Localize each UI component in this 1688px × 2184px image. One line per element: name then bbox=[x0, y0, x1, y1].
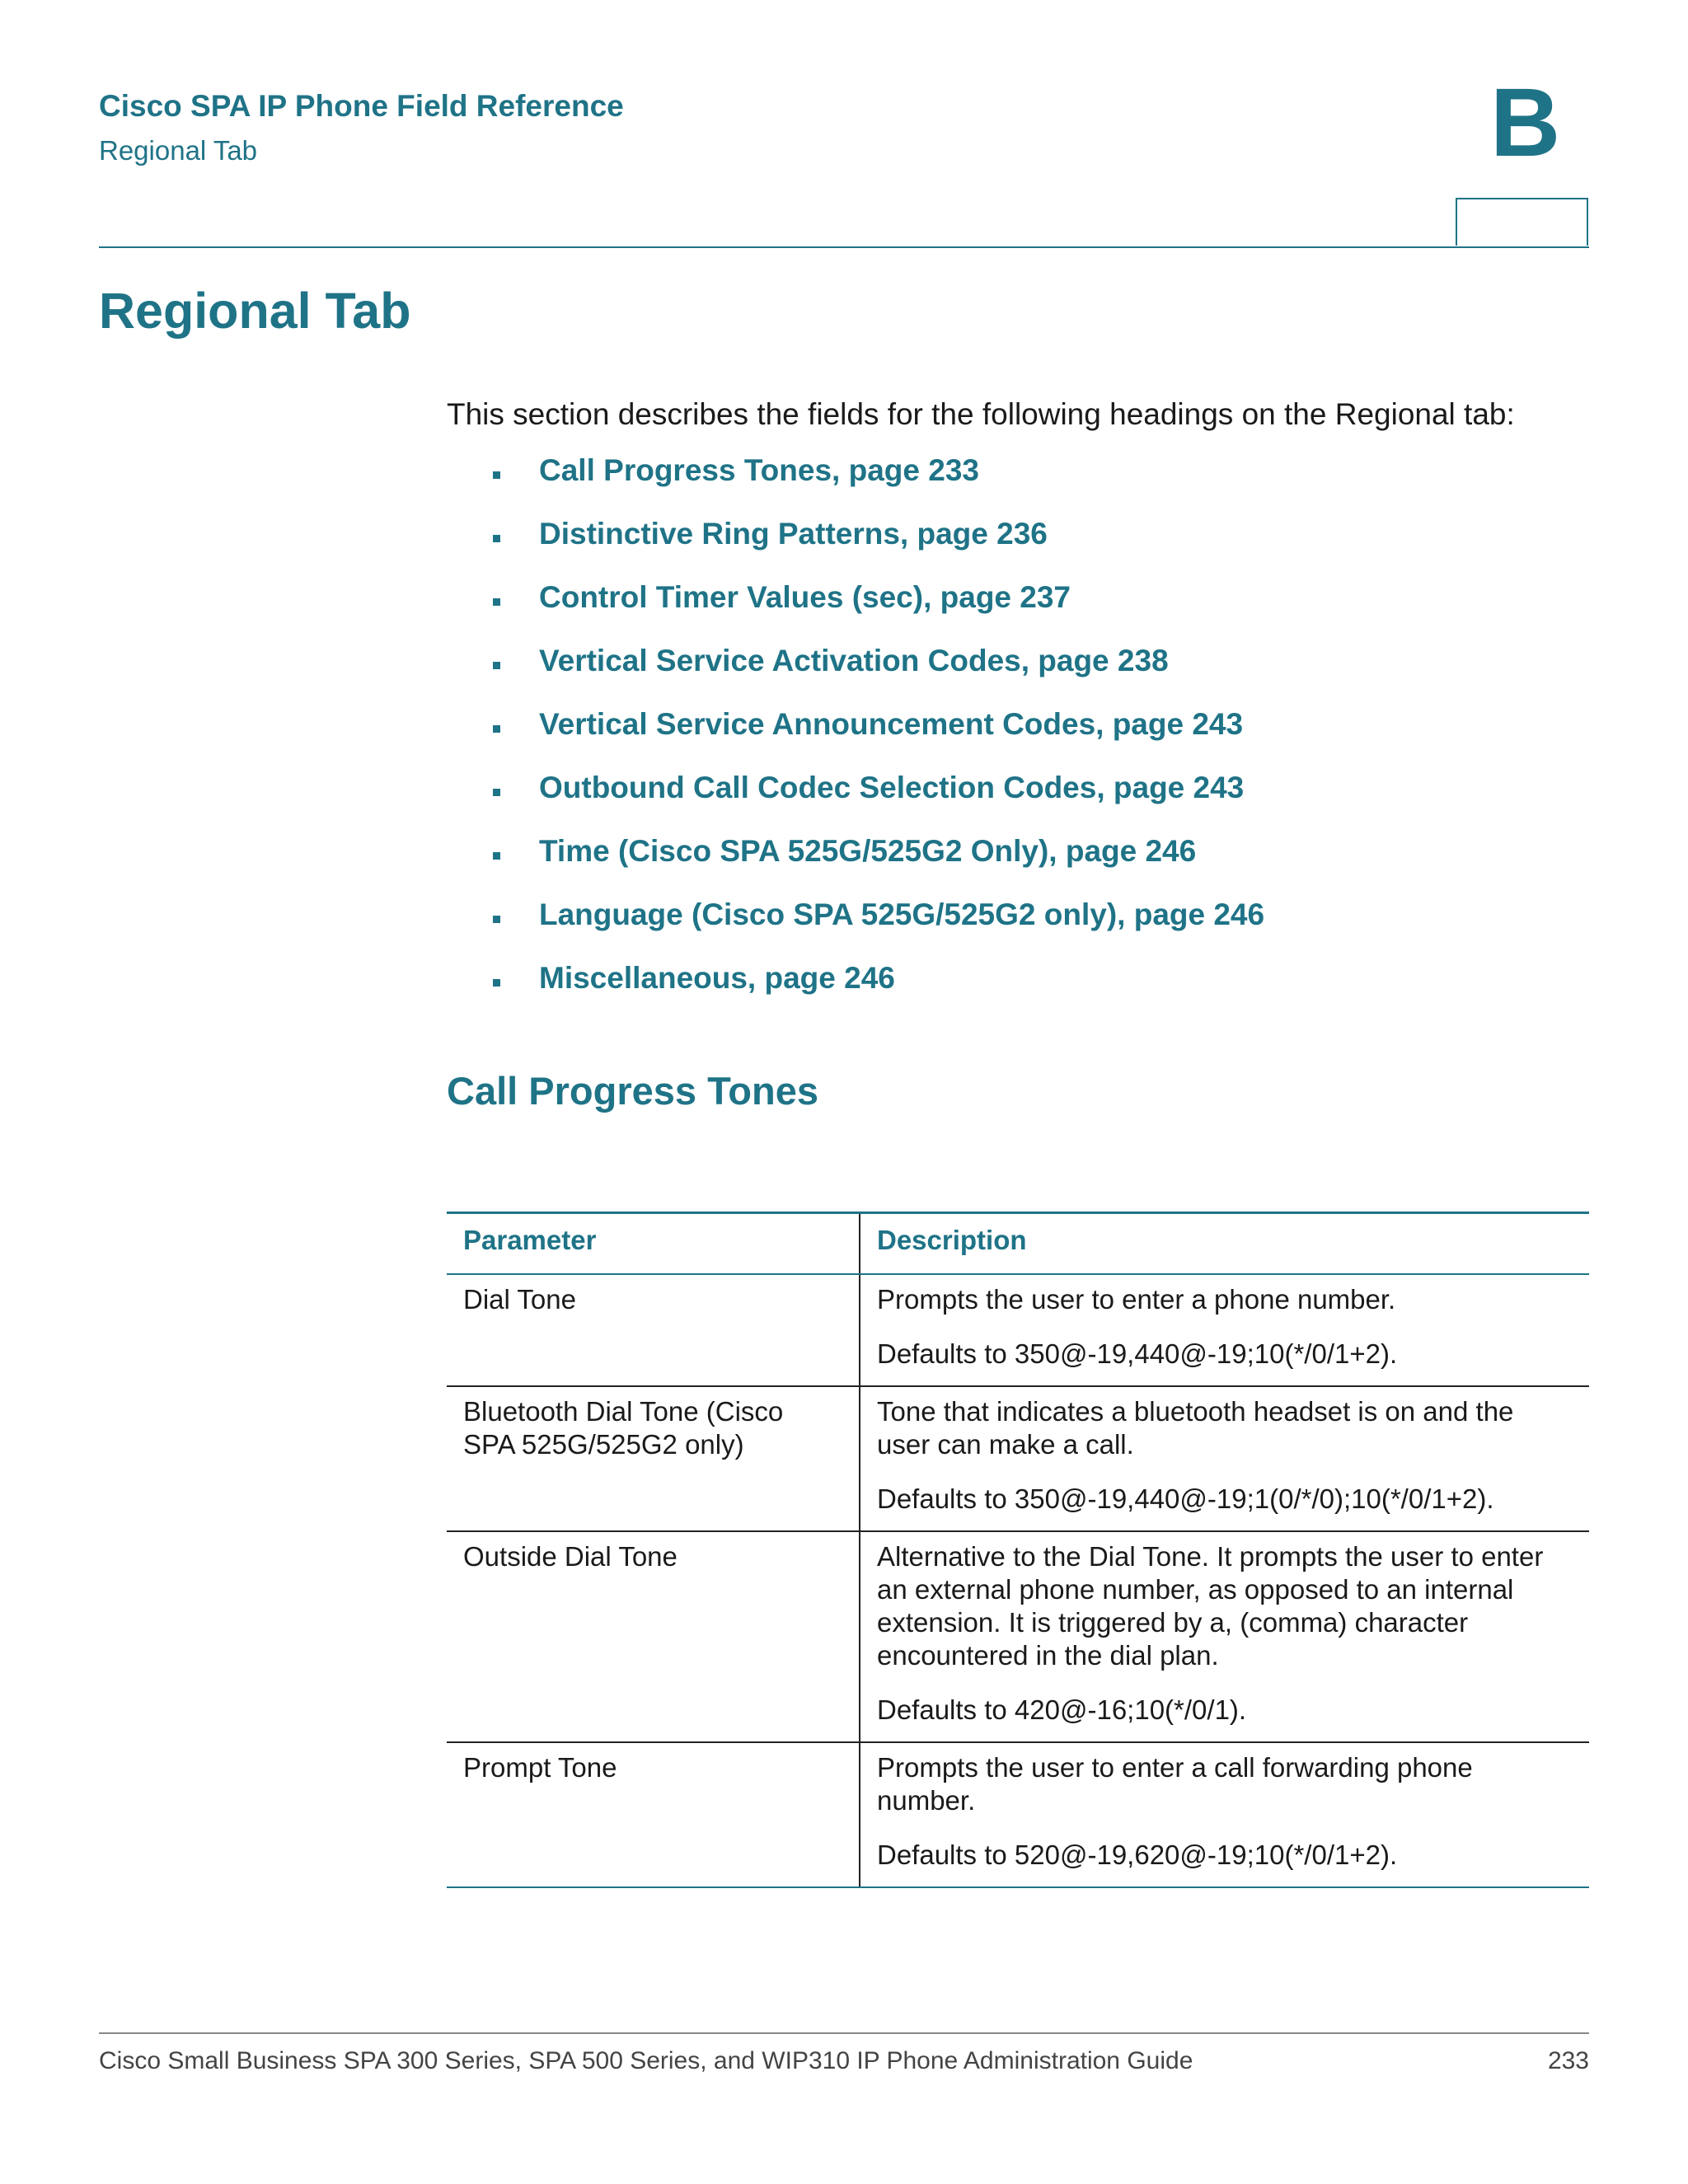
toc-link-call-progress-tones[interactable]: Call Progress Tones, page 233 bbox=[539, 453, 979, 487]
parameter-cell: Dial Tone bbox=[447, 1274, 860, 1386]
default-value-text: Defaults to 350@-19,440@-19;10(*/0/1+2). bbox=[877, 1338, 1398, 1369]
running-header-title: Cisco SPA IP Phone Field Reference bbox=[99, 89, 624, 123]
header-rule bbox=[99, 246, 1589, 248]
bullet-icon bbox=[493, 662, 500, 669]
intro-paragraph: This section describes the fields for the following headings on the Regional tab: bbox=[447, 397, 1515, 431]
description-text: Prompts the user to enter a phone number. bbox=[877, 1284, 1396, 1315]
parameter-cell: Prompt Tone bbox=[447, 1742, 860, 1887]
description-cell bbox=[860, 1742, 1589, 1887]
parameter-table bbox=[447, 1212, 1589, 1888]
page-number: 233 bbox=[1547, 2047, 1589, 2074]
toc-link-language[interactable]: Language (Cisco SPA 525G/525G2 only), page 246 bbox=[539, 898, 1265, 931]
table-row bbox=[447, 1386, 1589, 1531]
description-cell bbox=[860, 1386, 1589, 1531]
toc-link-vertical-service-activation-codes[interactable]: Vertical Service Activation Codes, page 238 bbox=[539, 644, 1169, 677]
bullet-icon bbox=[493, 979, 500, 987]
bullet-icon bbox=[493, 725, 500, 733]
toc-link-distinctive-ring-patterns[interactable]: Distinctive Ring Patterns, page 236 bbox=[539, 517, 1048, 551]
bullet-icon bbox=[493, 852, 500, 860]
bullet-icon bbox=[493, 789, 500, 796]
footer-guide-title: Cisco Small Business SPA 300 Series, SPA 500 Series, and WIP310 IP Phone Administration Guide bbox=[99, 2047, 1193, 2074]
running-header-subtitle: Regional Tab bbox=[99, 135, 258, 166]
description-cell bbox=[860, 1274, 1589, 1386]
table-header-row bbox=[447, 1213, 1589, 1275]
description-cell bbox=[860, 1531, 1589, 1742]
table-row bbox=[447, 1742, 1589, 1887]
bullet-icon bbox=[493, 916, 500, 923]
section-title: Call Progress Tones bbox=[447, 1069, 818, 1113]
description-text: Tone that indicates a bluetooth headset is on and the user can make a call. bbox=[877, 1396, 1514, 1460]
parameter-cell: Bluetooth Dial Tone (Cisco SPA 525G/525G2 only) bbox=[447, 1386, 860, 1531]
footer-rule bbox=[99, 2032, 1589, 2034]
default-value-text: Defaults to 420@-16;10(*/0/1). bbox=[877, 1694, 1247, 1725]
column-header-parameter: Parameter bbox=[447, 1213, 860, 1275]
bullet-icon bbox=[493, 535, 500, 542]
table-row bbox=[447, 1531, 1589, 1742]
description-text: Alternative to the Dial Tone. It prompts the user to enter an external phone number, as opposed to an internal extension. It is triggered by a, (comma) character encountered in the dial plan. bbox=[877, 1541, 1544, 1671]
toc-link-miscellaneous[interactable]: Miscellaneous, page 246 bbox=[539, 961, 895, 995]
toc-link-vertical-service-announcement-codes[interactable]: Vertical Service Announcement Codes, page 243 bbox=[539, 707, 1244, 741]
parameter-cell: Outside Dial Tone bbox=[447, 1531, 860, 1742]
default-value-text: Defaults to 350@-19,440@-19;1(0/*/0);10(*/0/1+2). bbox=[877, 1483, 1494, 1514]
toc-link-control-timer-values[interactable]: Control Timer Values (sec), page 237 bbox=[539, 580, 1071, 614]
column-header-description: Description bbox=[860, 1213, 1589, 1275]
toc-link-outbound-call-codec-selection-codes[interactable]: Outbound Call Codec Selection Codes, page 243 bbox=[539, 771, 1245, 804]
toc-link-time[interactable]: Time (Cisco SPA 525G/525G2 Only), page 246 bbox=[539, 834, 1197, 868]
table-row bbox=[447, 1274, 1589, 1386]
bullet-icon bbox=[493, 471, 500, 479]
description-text: Prompts the user to enter a call forwarding phone number. bbox=[877, 1752, 1473, 1816]
page-title: Regional Tab bbox=[99, 283, 411, 339]
chapter-tab-box bbox=[1456, 198, 1588, 246]
default-value-text: Defaults to 520@-19,620@-19;10(*/0/1+2). bbox=[877, 1840, 1398, 1870]
bullet-icon bbox=[493, 598, 500, 606]
chapter-letter: B bbox=[1490, 68, 1561, 177]
